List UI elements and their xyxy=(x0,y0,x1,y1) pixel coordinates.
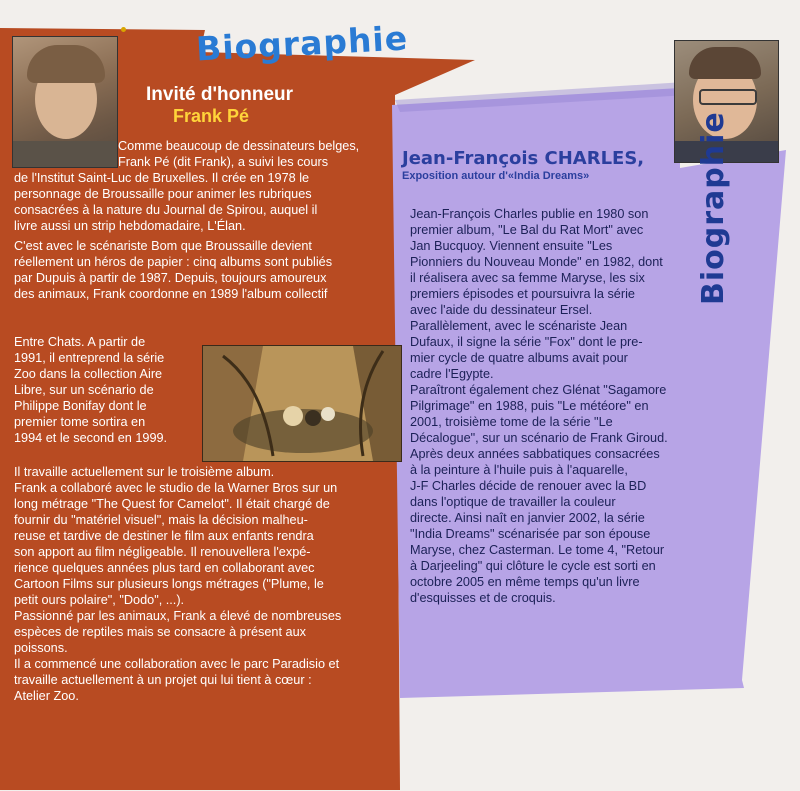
frank-text-intro-a xyxy=(118,138,390,170)
text-line: premiers épisodes et poursuivra la série xyxy=(410,287,635,301)
text-line: Frank Pé (dit Frank), a suivi les cours xyxy=(118,155,329,169)
jf-text-block xyxy=(410,206,710,606)
text-line: dans l'optique de travailler la couleur xyxy=(410,495,616,509)
text-line: livre aussi un strip hebdomadaire, L'Élan. xyxy=(14,219,246,233)
jf-charles-name: Jean-François CHARLES, xyxy=(402,148,645,169)
text-line: Dufaux, il signe la série "Fox" dont le pre- xyxy=(410,335,643,349)
text-line: consacrées à la nature du Journal de Spirou, auquel il xyxy=(14,203,318,217)
frank-text-intro-b xyxy=(14,170,390,302)
text-line: Jan Bucquoy. Viennent ensuite "Les xyxy=(410,239,613,253)
text-line: Philippe Bonifay dont le xyxy=(14,399,147,413)
text-line: "India Dreams" scénarisée par son épouse xyxy=(410,527,651,541)
text-line: Après deux années sabbatiques consacrées xyxy=(410,447,660,461)
zoo-album-illustration xyxy=(202,345,402,462)
illustration-art xyxy=(203,346,401,461)
text-line: Parallèlement, avec le scénariste Jean xyxy=(410,319,628,333)
text-line: octobre 2005 en même temps qu'un livre xyxy=(410,575,640,589)
text-line: Zoo dans la collection Aire xyxy=(14,367,163,381)
text-line: Jean-François Charles publie en 1980 son xyxy=(410,207,649,221)
text-line: son apport au film négligeable. Il renouvellera l'expé- xyxy=(14,545,311,559)
text-line: poissons. xyxy=(14,641,68,655)
text-line: cadre l'Egypte. xyxy=(410,367,494,381)
text-line: Entre Chats. A partir de xyxy=(14,335,146,349)
text-line: Comme beaucoup de dessinateurs belges, xyxy=(118,139,360,153)
text-line: C'est avec le scénariste Bom que Broussaille devient xyxy=(14,239,312,253)
text-line: d'esquisses et de croquis. xyxy=(410,591,556,605)
text-line: des animaux, Frank coordonne en 1989 l'album collectif xyxy=(14,287,328,301)
text-line: rience quelques années plus tard en collaborant avec xyxy=(14,561,315,575)
text-line: personnage de Broussaille pour animer les rubriques xyxy=(14,187,312,201)
biographie-title-right: Biographie xyxy=(696,111,731,305)
text-line: Atelier Zoo. xyxy=(14,689,79,703)
text-line: J-F Charles décide de renouer avec la BD xyxy=(410,479,647,493)
text-line: de l'Institut Saint-Luc de Bruxelles. Il crée en 1978 le xyxy=(14,171,310,185)
frank-text-end xyxy=(14,464,390,704)
text-line: Décalogue", sur un scénario de Frank Giroud. xyxy=(410,431,668,445)
text-line: Cartoon Films sur plusieurs longs métrages ("Plume, le xyxy=(14,577,324,591)
text-line: Frank a collaboré avec le studio de la Warner Bros sur un xyxy=(14,481,338,495)
frank-pe-name: Frank Pé xyxy=(173,106,250,126)
text-line: premier tome sortira en xyxy=(14,415,146,429)
text-line: travaille actuellement à un projet qui lui tient à cœur : xyxy=(14,673,312,687)
text-line: Paraîtront également chez Glénat "Sagamore xyxy=(410,383,667,397)
text-line: à la peinture à l'huile puis à l'aquarelle, xyxy=(410,463,628,477)
text-line: réellement un héros de papier : cinq albums sont publiés xyxy=(14,255,333,269)
text-line: petit ours polaire", "Dodo", ...). xyxy=(14,593,185,607)
frank-text-wrap xyxy=(14,334,204,446)
text-line: long métrage "The Quest for Camelot". Il était chargé de xyxy=(14,497,330,511)
text-line: 1994 et le second en 1999. xyxy=(14,431,168,445)
text-line: reuse et tardive de destiner le film aux enfants rendra xyxy=(14,529,314,543)
text-line: mier cycle de quatre albums avait pour xyxy=(410,351,628,365)
frank-pe-photo xyxy=(12,36,118,168)
jf-exhibition-subtitle: Exposition autour d'«India Dreams» xyxy=(402,170,590,182)
text-line: à Darjeeling" qui clôture le cycle est sorti en xyxy=(410,559,656,573)
text-line: 1991, il entreprend la série xyxy=(14,351,165,365)
biographie-title-left: Biographie xyxy=(195,18,409,69)
text-line: directe. Ainsi naît en janvier 2002, la série xyxy=(410,511,645,525)
text-line: Pilgrimage" en 1988, puis "Le météore" en xyxy=(410,399,649,413)
text-line: Libre, sur un scénario de xyxy=(14,383,154,397)
text-line: espèces de reptiles mais se consacre à présent aux xyxy=(14,625,306,639)
text-line: avec l'aide du dessinateur Ersel. xyxy=(410,303,593,317)
text-line: 2001, troisième tome de la série "Le xyxy=(410,415,613,429)
text-line: Il travaille actuellement sur le troisième album. xyxy=(14,465,275,479)
text-line: par Dupuis à partir de 1987. Depuis, toujours amoureux xyxy=(14,271,327,285)
text-line: Maryse, chez Casterman. Le tome 4, "Retour xyxy=(410,543,665,557)
invite-label: Invité d'honneur xyxy=(146,84,294,105)
text-line: fournir du "matériel visuel", mais la décision malheu- xyxy=(14,513,308,527)
text-line: Pionniers du Nouveau Monde" en 1982, dont xyxy=(410,255,663,269)
decorative-dot xyxy=(121,27,126,32)
text-line: il réalisera avec sa femme Maryse, les six xyxy=(410,271,645,285)
text-line: Passionné par les animaux, Frank a élevé de nombreuses xyxy=(14,609,342,623)
text-line: premier album, "Le Bal du Rat Mort" avec xyxy=(410,223,644,237)
text-line: Il a commencé une collaboration avec le parc Paradisio et xyxy=(14,657,340,671)
